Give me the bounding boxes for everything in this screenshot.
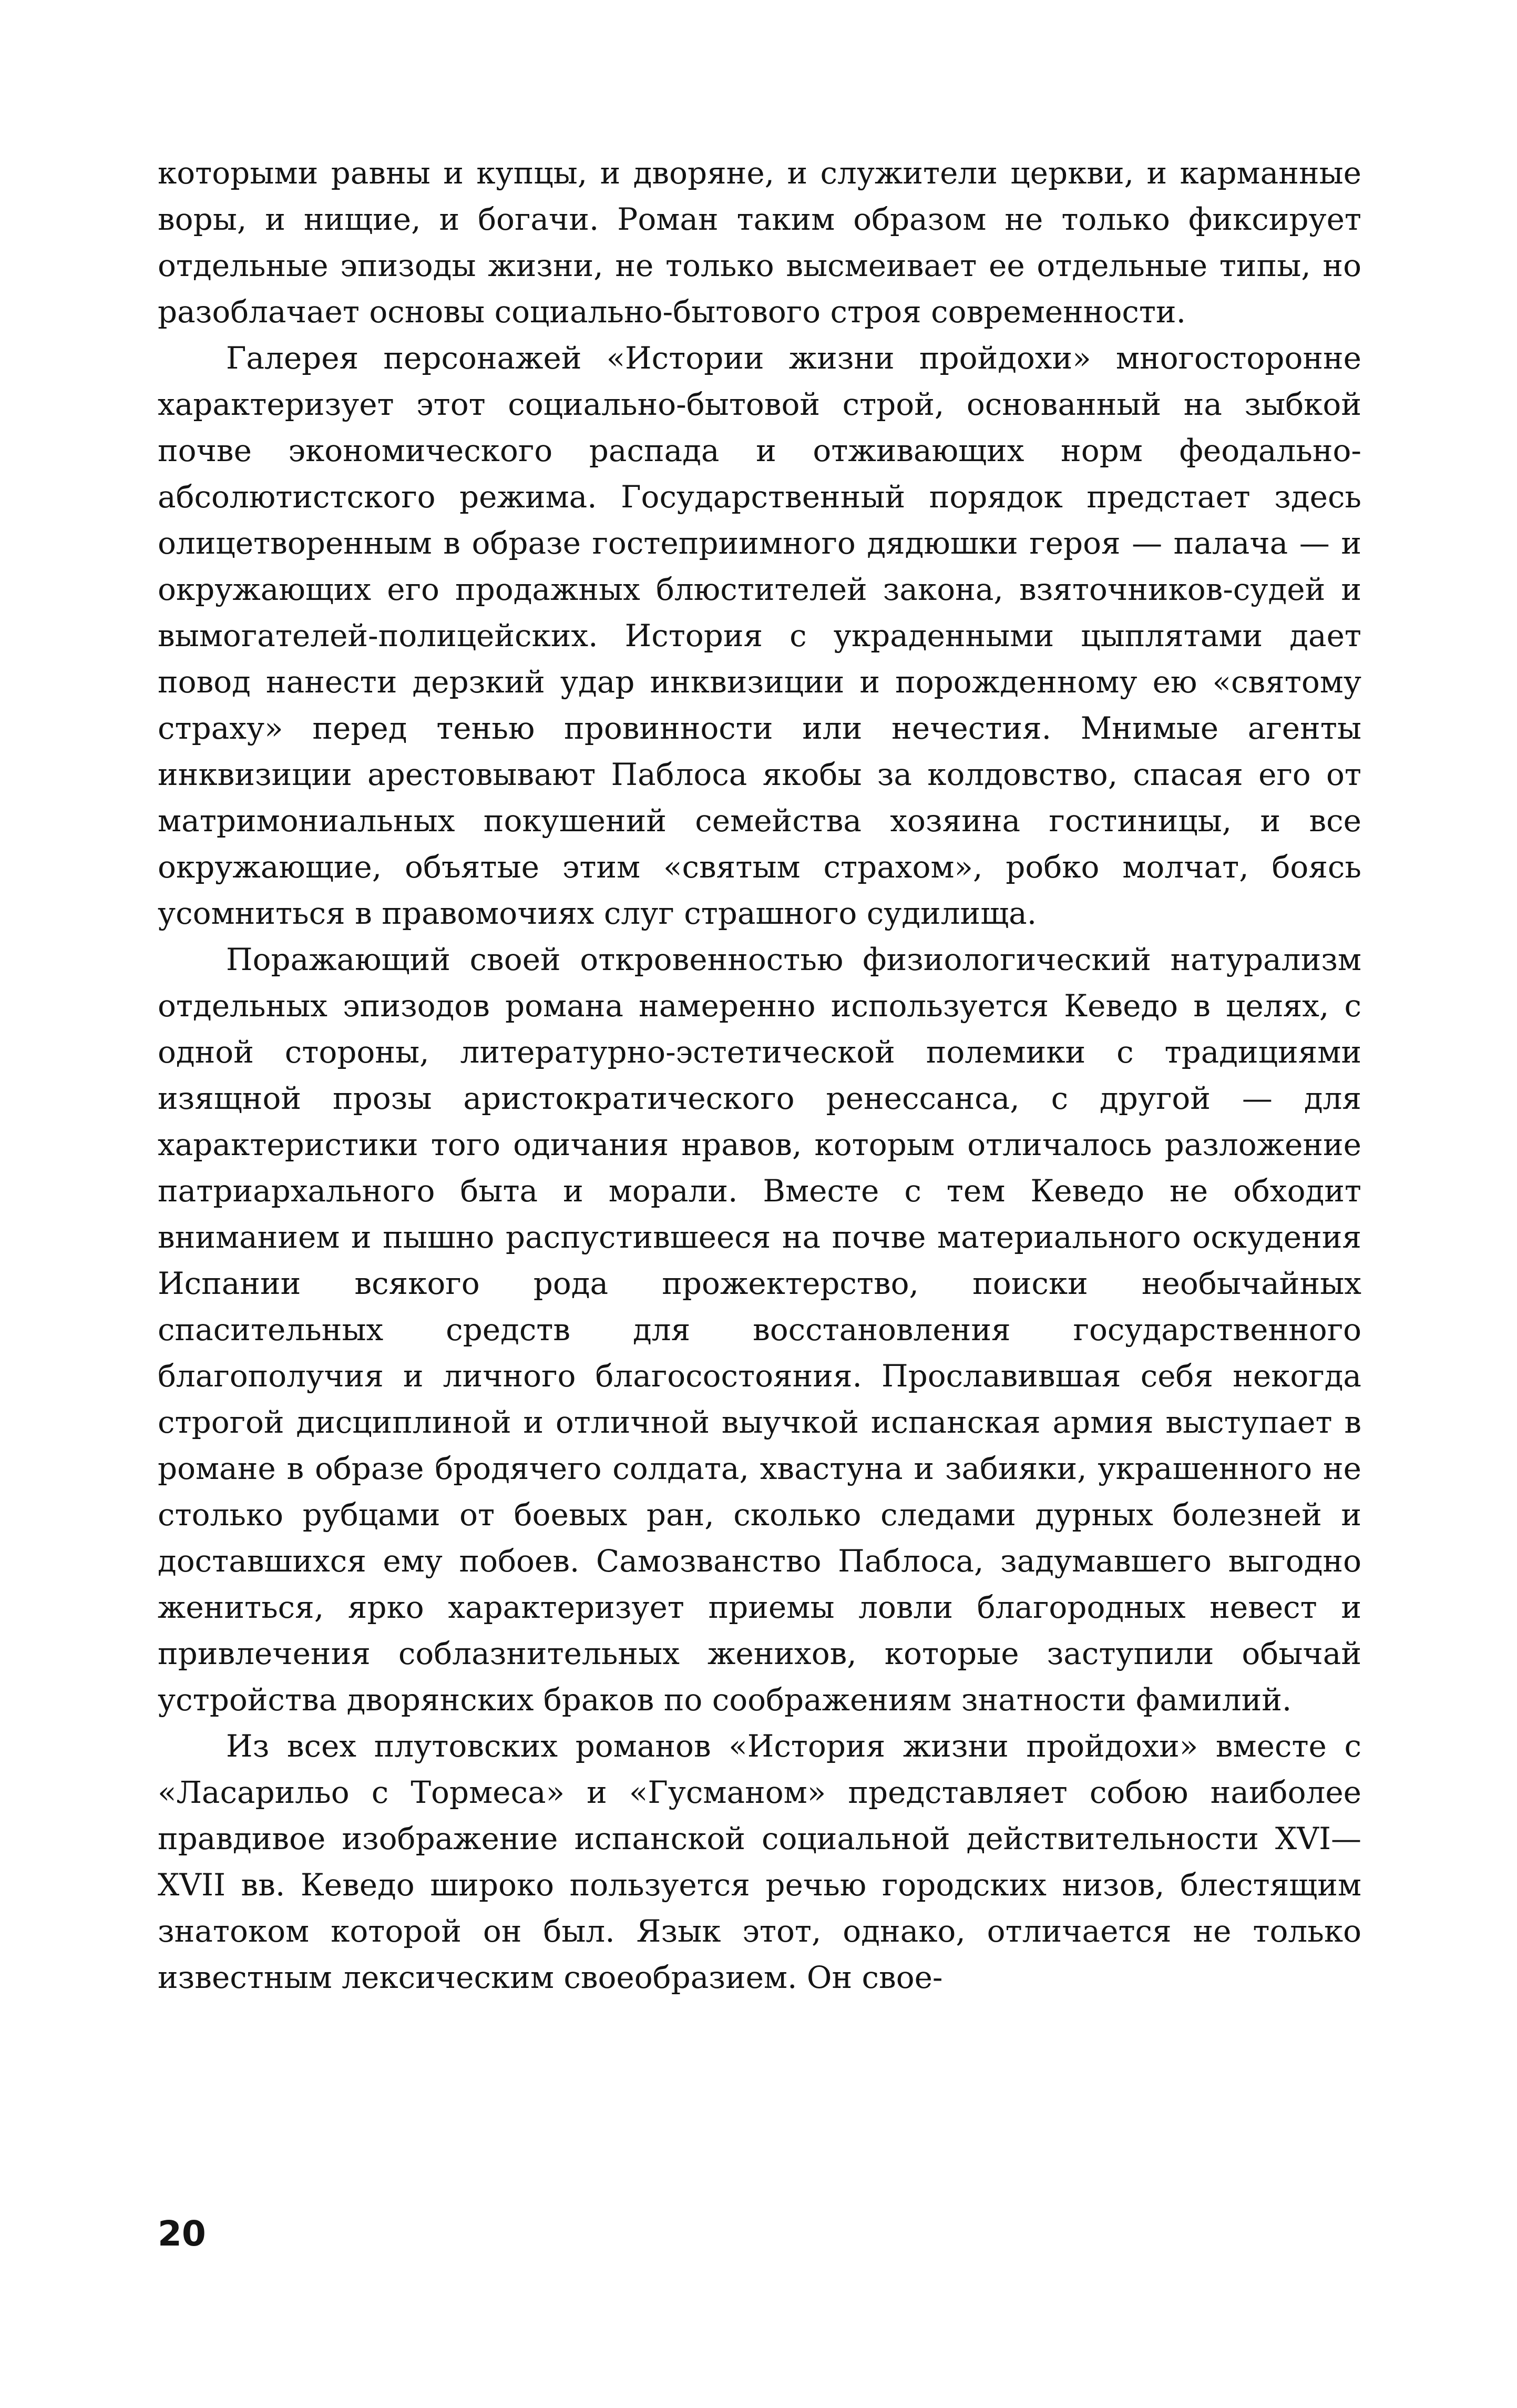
paragraph-naturalism: Поражающий своей откровенностью физиологический натурализм отдельных эпизодов романа намеренно используется Кеведо в целях, с одной стороны, литературно-эстетической полемики с традициями изящной прозы аристократического ренессанса, с другой — для характеристики того одичания нравов, которым отличалось разложение патриархального быта и морали. Вместе с тем Кеведо не обходит вниманием и пышно распустившееся на почве материального оскудения Испании всякого рода прожектерство, поиски необычайных спасительных средств для восстановления государственного благополучия и личного благосостояния. Прославившая себя некогда строгой дисциплиной и отличной выучкой испанская армия выступает в романе в образе бродячего солдата, хвастуна и забияки, украшенного не столько рубцами от боевых ран, сколько следами дурных болезней и доставшихся ему побоев. Самозванство Паблоса, задумавшего выгодно жениться, ярко характеризует приемы ловли благородных невест и привлечения соблазнительных женихов, которые заступили обычай устройства дворянских браков по соображениям знатности фамилий. [158, 942, 1361, 1718]
paragraph-picaresque-novels: Из всех плутовских романов «История жизни пройдохи» вместе с «Ласарильо с Тормеса» и «Гусманом» представляет собою наиболее правдивое изображение испанской социальной действительности XVI—XVII вв. Кеведо широко пользуется речью городских низов, блестящим знатоком которой он был. Язык этот, однако, отличается не только известным лексическим своеобразием. Он свое- [158, 1728, 1361, 1995]
paragraph-characters-gallery: Галерея персонажей «Истории жизни пройдохи» многосторонне характеризует этот социально-бытовой строй, основанный на зыбкой почве экономического распада и отживающих норм феодально-абсолютистского режима. Государственный порядок предстает здесь олицетворенным в образе гостеприимного дядюшки героя — палача — и окружающих его продажных блюстителей закона, взяточников-судей и вымогателей-полицейских. История с украденными цыплятами дает повод нанести дерзкий удар инквизиции и порожденному ею «святому страху» перед тенью провинности или нечестия. Мнимые агенты инквизиции арестовывают Паблоса якобы за колдовство, спасая его от матримониальных покушений семейства хозяина гостиницы, и все окружающие, объятые этим «святым страхом», робко молчат, боясь усомниться в правомочиях слуг страшного судилища. [158, 340, 1361, 931]
body-text [158, 150, 1361, 2001]
paragraph-continuation: которыми равны и купцы, и дворяне, и служители церкви, и карманные воры, и нищие, и богачи. Роман таким образом не только фиксирует отдельные эпизоды жизни, не только высмеивает ее отдельные типы, но разоблачает основы социально-бытового строя современности. [158, 155, 1361, 330]
page-number: 20 [158, 2213, 206, 2254]
